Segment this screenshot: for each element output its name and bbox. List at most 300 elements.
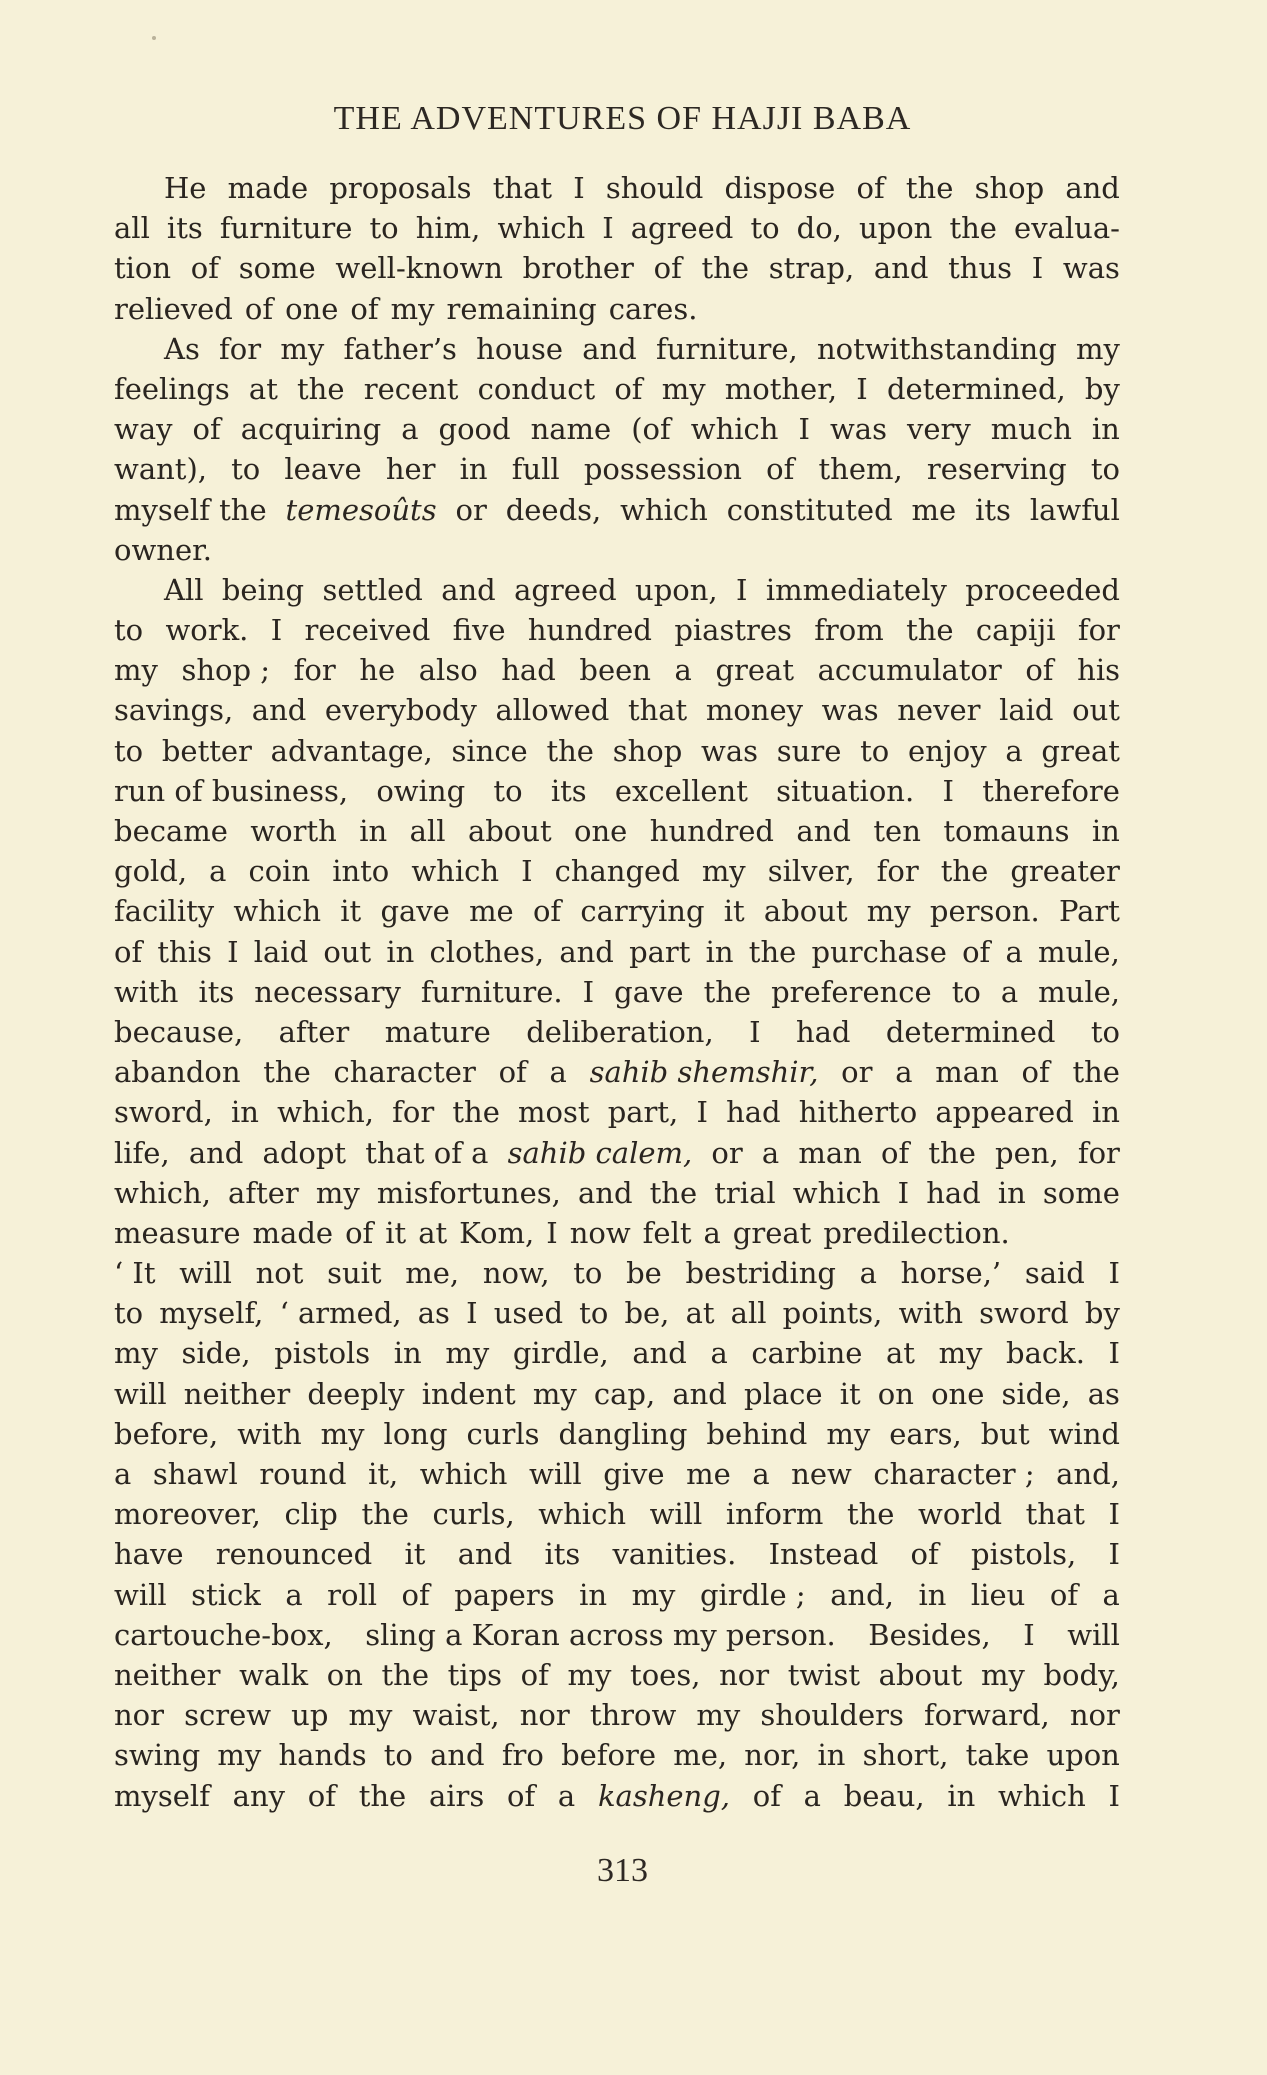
word: run of business, [114,773,349,808]
word: in [230,1095,259,1130]
word: my [315,1175,360,1210]
word: the [928,1135,976,1170]
word: Kom, [459,1215,535,1250]
word: my [826,1416,871,1451]
word: most [518,1095,590,1130]
word: world [918,1497,1003,1532]
word: thus [948,251,1013,286]
word: of [114,934,143,969]
word: measure [114,1215,241,1250]
word: a [285,1577,303,1612]
word: a [710,1336,728,1371]
word: or [455,492,487,527]
word: had [926,1175,981,1210]
word: in [705,934,734,969]
text-line [114,530,1120,570]
word: to [951,974,981,1009]
word: me [911,492,957,527]
text-line [114,1534,1120,1574]
word: girdle, [512,1336,609,1371]
word: with [114,974,179,1009]
word: proceeded [965,572,1120,607]
word: used [493,1296,564,1331]
word: deeply [307,1376,405,1411]
word: papers [454,1577,555,1612]
text-line [114,891,1120,931]
word: necessary [254,974,401,1009]
word: a [1005,733,1023,768]
word: deeds, [505,492,602,527]
word: of [881,1135,910,1170]
word: a [674,653,692,688]
word: Instead [768,1537,879,1572]
word: gave [380,894,450,929]
word: He [164,171,207,205]
text-line [114,1092,1120,1132]
word: which [497,211,586,246]
word: and [251,693,307,728]
word: as [1087,1376,1120,1411]
text-line [114,811,1120,851]
running-head: THE ADVENTURES OF HAJJI BABA [333,100,912,137]
word: moreover, [114,1497,261,1532]
word: hundred [649,814,774,848]
word: in [947,1778,976,1813]
word: not [255,1256,304,1291]
word: and [188,1135,244,1170]
word: all [114,211,150,246]
word: the [297,371,345,406]
word: Part [1058,894,1120,929]
word: of [532,894,562,929]
word: abandon [114,1055,241,1090]
word: and [578,1175,633,1210]
word: which [233,894,322,929]
word: sword, [114,1095,213,1130]
word: but [980,1416,1030,1451]
text-line [114,932,1120,972]
word: cares. [608,291,698,326]
word: a [114,1457,132,1491]
text-line [114,1655,1120,1695]
word: with [237,1416,302,1451]
word: a [761,1135,780,1170]
word: adopt [262,1135,347,1170]
word: the [949,211,997,246]
word: or [841,1055,873,1090]
word: trial [714,1175,776,1210]
word: that [627,693,688,728]
word: of [1021,1055,1050,1090]
word: I [736,572,748,607]
word: to [1090,452,1120,487]
word: a [557,1778,576,1813]
word: deliberation, [526,1014,714,1049]
word: carbine [751,1336,863,1371]
word: of [1049,1577,1079,1612]
word: it [839,1376,861,1411]
text-line [114,1615,1120,1655]
word: at [685,1296,715,1331]
word: the [649,1175,698,1210]
word: reserving [926,452,1067,487]
word: them, [818,452,903,487]
word: constituted [726,492,893,527]
word: nor [114,1698,164,1733]
word: work. [165,613,249,648]
word: the [905,171,954,205]
word: one [574,814,628,848]
word: a [859,1256,877,1291]
word: character ; [873,1457,1035,1491]
word: I [270,613,283,648]
word: of [752,1778,781,1813]
text-line [114,289,1120,329]
word: before [561,1738,657,1773]
word: sword [979,1296,1069,1331]
word: of [190,251,219,286]
word: remaining [446,291,597,326]
word: will [1067,1617,1120,1652]
word: short, [862,1738,949,1773]
word: which [419,1457,508,1491]
word: him, [415,211,481,246]
word: points, [782,1296,883,1331]
word: suit [327,1256,382,1291]
word: money [705,693,804,728]
word: shoulders [760,1698,904,1733]
word: my [532,1376,577,1411]
word: its [166,211,203,246]
word: in [1091,1095,1120,1130]
text-line [114,329,1120,369]
word: want), [114,452,207,487]
word: the [381,1657,430,1692]
word: mule, [1038,974,1120,1009]
word: the [263,1055,311,1090]
word: for [876,854,919,889]
word: it, [368,1457,399,1491]
word: at [248,371,278,406]
word: upon [858,211,933,246]
word: the [906,613,954,648]
word: recent [363,371,459,406]
word: in [1091,412,1120,447]
word: my [938,1336,983,1371]
word: I [602,211,614,246]
word: cartouche-box, [114,1617,333,1652]
text-line [114,570,1120,610]
word: I [942,773,954,808]
word: ‘ It [114,1256,156,1291]
text-line [114,1173,1120,1213]
word: after [228,1175,299,1210]
word: had [795,1014,851,1049]
word: situation. [776,773,915,808]
word: back. [1006,1336,1085,1371]
word: forward, [923,1698,1050,1733]
word: very [906,412,971,447]
word: brother [522,251,634,286]
word: upon, [635,572,718,607]
word: upon [1046,1738,1120,1773]
word: from [814,613,884,648]
text-line [114,1494,1120,1534]
text-line [114,1374,1120,1414]
word: it [340,894,362,929]
word: leave [284,452,362,487]
word: name [530,412,612,447]
word: which, [114,1175,211,1210]
text-line [114,690,1120,730]
word: and, [830,1577,894,1612]
word: now [569,1215,631,1250]
word: furniture, [655,331,798,366]
word: a [1000,974,1019,1009]
word: I [1108,1256,1120,1291]
word: indent [421,1376,516,1411]
word: which [538,1497,626,1532]
word: of [498,1055,527,1090]
word: a [1102,1577,1120,1612]
word: the [748,934,797,969]
word: my [217,1738,262,1773]
word: for [219,331,262,366]
word: five [452,613,506,648]
word: a [401,412,419,447]
word: it [723,894,745,929]
word: I [798,412,810,447]
word: on [877,1376,914,1411]
word: of [350,291,379,326]
word: determined [885,1014,1056,1049]
word: character [333,1055,476,1090]
word: waist, [412,1698,500,1733]
word: agreed [514,572,617,607]
word: changed [554,854,680,889]
word: person. [929,894,1040,929]
word: I [1108,1778,1120,1813]
word: of [653,251,682,286]
word: nor, [744,1738,801,1773]
word: will [114,1577,167,1612]
text-line [114,1735,1120,1775]
word: hundred [527,613,652,648]
word: I [897,1175,910,1210]
text-line [114,1776,1120,1816]
word: my [390,291,435,326]
word: my [445,1336,490,1371]
word: owner. [114,532,213,567]
word: way [114,412,173,447]
word: into [332,854,390,889]
word: for [1077,613,1120,648]
word: body, [1043,1657,1120,1692]
word: my [567,1657,612,1692]
word: to [750,211,780,246]
word: and [672,1376,727,1411]
word: all [409,814,446,848]
word: made [227,171,309,205]
word: this [157,934,212,969]
word: to [573,1256,603,1291]
word: good [438,412,511,447]
word: any [232,1778,286,1813]
word: to [493,773,523,808]
word: to [1090,1014,1120,1049]
word: nor [519,1698,570,1733]
word: predilection. [823,1215,1010,1250]
word: my [114,653,158,688]
word: its [198,974,235,1009]
word: now, [482,1256,550,1291]
word: ‘ armed, [279,1296,402,1331]
word: or [711,1135,743,1170]
word: and [632,1336,687,1371]
word: been [579,653,651,688]
word: will [529,1457,582,1491]
paper-speck [152,36,156,40]
word: a [752,1457,770,1491]
word: possession [583,452,742,487]
word: nor [719,1657,770,1692]
word: in [393,1336,422,1371]
word: a [803,1778,821,1813]
word: side, [1001,1376,1071,1411]
word: settled [322,572,423,607]
word: of [614,371,643,406]
text-line [114,851,1120,891]
word: will [649,1497,703,1532]
word: ears, [889,1416,962,1451]
word: and [582,331,637,366]
word: and [873,251,929,286]
word: which, [277,1095,374,1130]
word: of [244,291,274,326]
word: will [179,1256,232,1291]
word: ten [873,814,921,848]
word: I [466,1296,478,1331]
word: father’s [343,331,457,366]
word: acquiring [240,412,382,447]
text-line [114,650,1120,690]
word: sahib calem, [507,1135,693,1170]
word: do, [796,211,842,246]
word: hitherto [798,1095,918,1130]
word: I [1023,1617,1035,1652]
word: better [161,733,252,768]
word: man [798,1135,862,1170]
word: kasheng, [597,1778,730,1813]
word: (of [631,412,671,447]
word: my [631,1577,676,1612]
word: inform [725,1497,824,1532]
word: me [686,1457,731,1491]
word: relieved [114,291,233,326]
word: to [860,733,890,768]
text-line [114,168,1120,208]
word: in [459,452,488,487]
word: greater [1010,854,1120,889]
word: I [1108,1497,1120,1532]
word: myself the [114,492,267,527]
text-line [114,369,1120,409]
word: part [629,934,691,969]
word: out [323,934,372,969]
word: furniture [219,211,353,246]
word: notwithstanding [817,331,1057,366]
word: of [401,1577,430,1612]
text-line [114,1133,1120,1173]
word: long [383,1416,448,1451]
word: me [469,894,514,929]
text-line [114,1333,1120,1373]
word: much [990,412,1072,447]
word: to [383,1738,413,1773]
word: which [998,1778,1086,1813]
word: conduct [477,371,596,406]
word: give [603,1457,665,1491]
word: facility [114,894,215,929]
word: mature [384,1014,491,1049]
word: the [1072,1055,1120,1090]
word: my [661,371,706,406]
text-line [114,1253,1120,1293]
word: about [763,894,848,929]
word: therefore [982,773,1120,808]
word: for [293,653,336,688]
word: of [910,1537,939,1572]
word: about [467,814,552,848]
word: vanities. [612,1537,737,1572]
text-line [114,1575,1120,1615]
word: to [231,452,261,487]
word: of [856,171,885,205]
word: As [164,331,200,366]
word: immediately [765,572,947,607]
word: tion [114,251,172,286]
word: it [404,1537,426,1572]
word: my [980,1657,1025,1692]
word: determined, [886,371,1066,406]
word: the [846,1497,895,1532]
word: man [935,1055,999,1090]
word: be [626,1256,662,1291]
word: evalua- [1014,211,1120,246]
word: horse,’ [900,1256,1002,1291]
word: for [392,1095,435,1130]
word: up [291,1698,329,1733]
word: felt [642,1215,692,1250]
word: I [696,1095,708,1130]
word: shop ; [181,653,271,688]
word: because, [114,1014,244,1049]
word: his [1077,653,1120,688]
word: the [358,1778,407,1813]
word: curls [466,1416,540,1451]
word: house [476,331,563,366]
body-text [114,168,1120,1816]
word: appeared [935,1095,1074,1130]
word: as [417,1296,450,1331]
word: furniture. [420,974,563,1009]
word: the [940,854,989,889]
word: pistols [274,1336,371,1371]
word: preference [771,974,932,1009]
word: tips [447,1657,503,1692]
word: I [1108,1336,1120,1371]
word: gave [614,974,684,1009]
